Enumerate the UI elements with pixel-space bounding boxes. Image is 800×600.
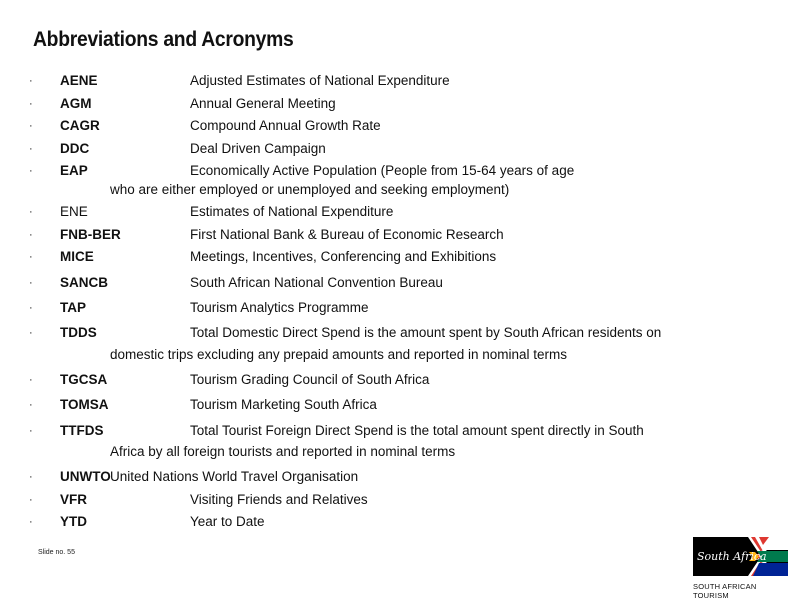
definition: Visiting Friends and Relatives bbox=[190, 492, 368, 507]
definition-continuation: Africa by all foreign tourists and reported in nominal terms bbox=[110, 444, 456, 459]
logo-blue-band bbox=[767, 563, 788, 576]
abbreviation: UNWTO bbox=[60, 469, 111, 484]
abbreviation: TTFDS bbox=[60, 423, 104, 438]
definition-continuation: who are either employed or unemployed and seeking employment) bbox=[110, 182, 510, 197]
bullet: · bbox=[29, 302, 33, 314]
page-title: Abbreviations and Acronyms bbox=[33, 28, 294, 51]
abbreviation: DDC bbox=[60, 141, 90, 156]
south-african-tourism-logo bbox=[693, 537, 788, 576]
bullet: · bbox=[29, 374, 33, 386]
abbreviation: FNB-BER bbox=[60, 227, 121, 242]
abbreviation: EAP bbox=[60, 163, 88, 178]
abbreviation: ENE bbox=[60, 204, 88, 219]
abbreviation: TOMSA bbox=[60, 397, 109, 412]
bullet: · bbox=[29, 206, 33, 218]
bullet: · bbox=[29, 229, 33, 241]
abbreviation: CAGR bbox=[60, 118, 100, 133]
definition: Year to Date bbox=[190, 514, 265, 529]
abbreviation: AGM bbox=[60, 96, 92, 111]
definition: Economically Active Population (People from 15-64 years of age bbox=[190, 163, 575, 178]
logo-caption: SOUTH AFRICAN TOURISM bbox=[693, 582, 757, 600]
definition: Estimates of National Expenditure bbox=[190, 204, 394, 219]
bullet: · bbox=[29, 120, 33, 132]
bullet: · bbox=[29, 471, 33, 483]
definition: Meetings, Incentives, Conferencing and Exhibitions bbox=[190, 249, 497, 264]
slide-number: Slide no. 55 bbox=[38, 549, 75, 556]
bullet: · bbox=[29, 327, 33, 339]
definition: Total Domestic Direct Spend is the amount spent by South African residents on bbox=[190, 325, 662, 340]
bullet: · bbox=[29, 516, 33, 528]
definition: Deal Driven Campaign bbox=[190, 141, 326, 156]
abbreviation: SANCB bbox=[60, 275, 109, 290]
bullet: · bbox=[29, 425, 33, 437]
bullet: · bbox=[29, 251, 33, 263]
definition: Compound Annual Growth Rate bbox=[190, 118, 381, 133]
abbreviation: AENE bbox=[60, 73, 98, 88]
definition: Tourism Grading Council of South Africa bbox=[190, 372, 430, 387]
bullet: · bbox=[29, 399, 33, 411]
abbreviation: TGCSA bbox=[60, 372, 108, 387]
definition: Adjusted Estimates of National Expenditure bbox=[190, 73, 450, 88]
bullet: · bbox=[29, 143, 33, 155]
abbreviation: TAP bbox=[60, 300, 86, 315]
definition-continuation: domestic trips excluding any prepaid amounts and reported in nominal terms bbox=[110, 347, 567, 362]
abbreviation: MICE bbox=[60, 249, 94, 264]
abbreviation: TDDS bbox=[60, 325, 97, 340]
bullet: · bbox=[29, 277, 33, 289]
abbreviation: YTD bbox=[60, 514, 87, 529]
definition: Tourism Analytics Programme bbox=[190, 300, 369, 315]
definition: South African National Convention Bureau bbox=[190, 275, 443, 290]
abbreviation: VFR bbox=[60, 492, 87, 507]
logo-wordmark: South Africa bbox=[697, 550, 767, 563]
definition: Total Tourist Foreign Direct Spend is the total amount spent directly in South bbox=[190, 423, 644, 438]
definition: Tourism Marketing South Africa bbox=[190, 397, 377, 412]
bullet: · bbox=[29, 165, 33, 177]
definition: United Nations World Travel Organisation bbox=[110, 469, 359, 484]
bullet: · bbox=[29, 98, 33, 110]
bullet: · bbox=[29, 75, 33, 87]
bullet: · bbox=[29, 494, 33, 506]
definition: First National Bank & Bureau of Economic Research bbox=[190, 227, 504, 242]
definition: Annual General Meeting bbox=[190, 96, 336, 111]
